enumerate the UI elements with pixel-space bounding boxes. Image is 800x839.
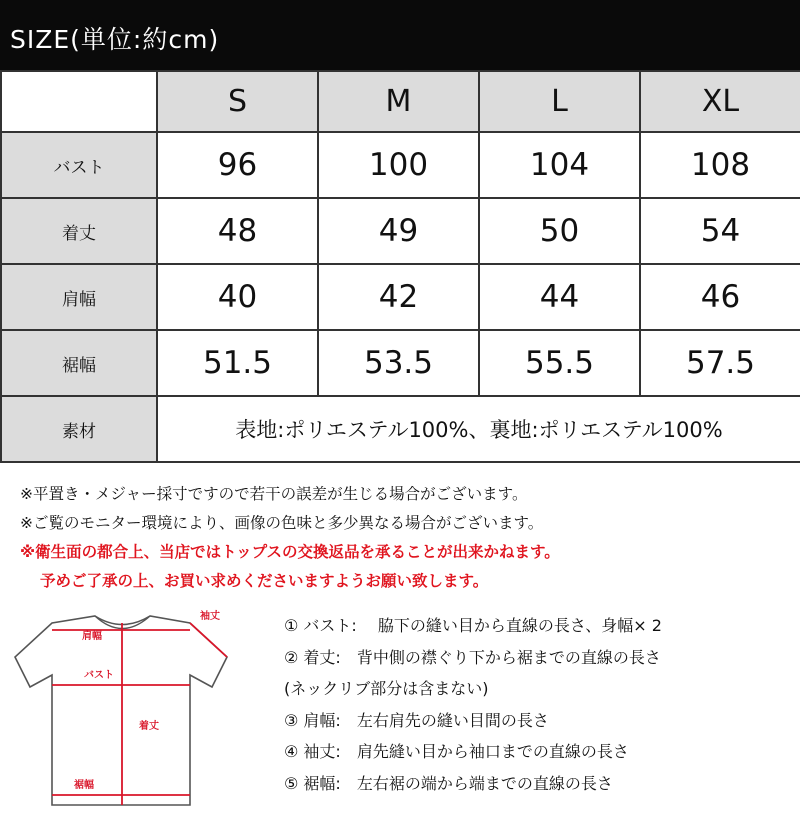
table-cell: 51.5 (157, 330, 318, 396)
legend-item-sleeve: ④ 袖丈: 肩先縫い目から袖口までの直線の長さ (284, 742, 629, 761)
table-cell: 50 (479, 198, 640, 264)
size-title: SIZE(単位:約cm) (10, 25, 220, 54)
table-cell: 48 (157, 198, 318, 264)
table-cell: 53.5 (318, 330, 479, 396)
size-header-row (1, 71, 800, 132)
corner-cell (1, 71, 157, 132)
table-cell: 96 (157, 132, 318, 198)
note-line: ※平置き・メジャー採寸ですので若干の誤差が生じる場合がございます。 (20, 485, 528, 503)
row-label-material: 素材 (1, 396, 157, 462)
size-col-s: S (157, 71, 318, 132)
row-label-length: 着丈 (1, 198, 157, 264)
legend-item-length: ② 着丈: 背中側の襟ぐり下から裾までの直線の長さ (284, 647, 661, 667)
material-value: 表地:ポリエステル100%、裏地:ポリエステル100% (157, 396, 800, 462)
legend-item-length-note: (ネックリブ部分は含まない) (284, 679, 489, 698)
note-line: ※ご覧のモニター環境により、画像の色味と多少異なる場合がございます。 (20, 514, 544, 532)
table-cell: 55.5 (479, 330, 640, 396)
row-label-bust: バスト (1, 132, 157, 198)
size-table (0, 70, 800, 463)
table-cell: 57.5 (640, 330, 800, 396)
legend-item-hem: ⑤ 裾幅: 左右裾の端から端までの直線の長さ (284, 773, 613, 793)
size-col-m: M (318, 71, 479, 132)
table-cell: 46 (640, 264, 800, 330)
row-bust (1, 132, 800, 198)
measurement-legend (284, 610, 662, 799)
table-cell: 42 (318, 264, 479, 330)
row-length (1, 198, 800, 264)
warning-line: 予めご了承の上、お買い求めくださいますようお願い致します。 (40, 572, 489, 590)
label-hem: 裾幅 (74, 780, 94, 791)
label-length: 着丈 (139, 721, 159, 732)
legend-item-shoulder: ③ 肩幅: 左右肩先の縫い目間の長さ (284, 710, 549, 730)
table-cell: 44 (479, 264, 640, 330)
legend-item-bust: ① バスト: 脇下の縫い目から直線の長さ、身幅× 2 (284, 616, 662, 635)
size-col-xl: XL (640, 71, 800, 132)
table-cell: 54 (640, 198, 800, 264)
size-col-l: L (479, 71, 640, 132)
row-shoulder (1, 264, 800, 330)
warning-line: ※衛生面の都合上、当店ではトップスの交換返品を承ることが出来かねます。 (20, 543, 560, 561)
row-label-hem: 裾幅 (1, 330, 157, 396)
row-hem (1, 330, 800, 396)
tshirt-measurement-diagram (0, 595, 265, 839)
size-header-bar (0, 0, 800, 72)
row-label-shoulder: 肩幅 (1, 264, 157, 330)
row-material (1, 396, 800, 462)
label-shoulder: 肩幅 (82, 631, 102, 642)
table-cell: 104 (479, 132, 640, 198)
table-cell: 49 (318, 198, 479, 264)
tshirt-outline (15, 616, 227, 805)
table-cell: 100 (318, 132, 479, 198)
table-cell: 108 (640, 132, 800, 198)
label-bust: バスト (84, 670, 114, 681)
notes-block (20, 480, 560, 596)
label-sleeve: 袖丈 (200, 611, 220, 622)
table-cell: 40 (157, 264, 318, 330)
